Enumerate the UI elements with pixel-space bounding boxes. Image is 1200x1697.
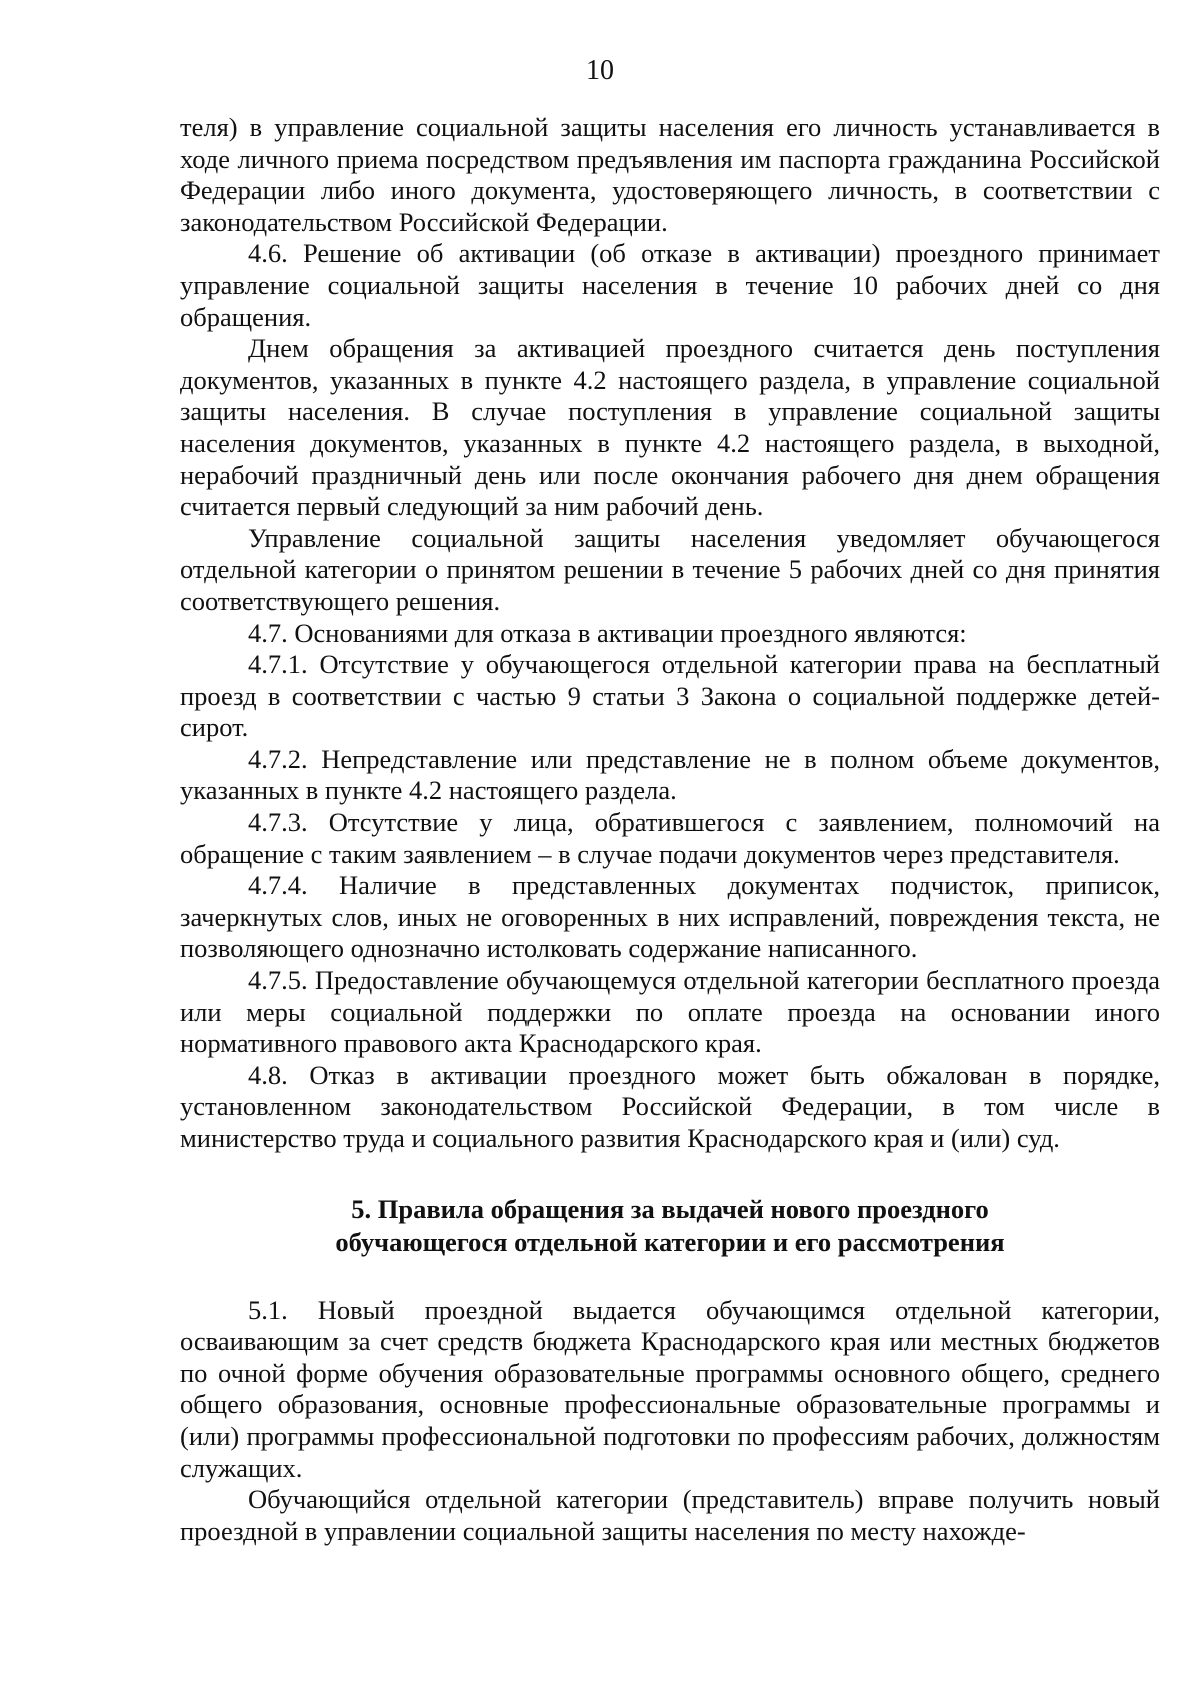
paragraph-5-1: 5.1. Новый проездной выдается обучающимся отдельной категории, осваивающим за счет средств бюджета Краснодарского края или местных бюджетов по очной форме обучения образовательные программы основного общего, среднего общего образования, основные профессиональные образовательные программы и (или) программы профессиональной подготовки по профессиям рабочих, должностям служащих.: [180, 1294, 1160, 1483]
paragraph-4-7-2: 4.7.2. Непредставление или представление не в полном объеме документов, указанных в пункте 4.2 настоящего раздела.: [180, 743, 1160, 806]
paragraph-4-7-5: 4.7.5. Предоставление обучающемуся отдельной категории бесплатного проезда или меры социальной поддержки по оплате проезда на основании иного нормативного правового акта Краснодарского края.: [180, 965, 1160, 1059]
section-5-body: [180, 1295, 1160, 1548]
document-body: [180, 112, 1160, 1547]
paragraph-continuation: теля) в управление социальной защиты населения его личность устанавливается в ходе личного приема посредством предъявления им паспорта гражданина Российской Федерации либо иного документа, удостоверяющего личность, в соответствии с законодательством Российской Федерации.: [180, 112, 1160, 237]
section-4-continuation: [180, 112, 1160, 1155]
paragraph-4-7-3: 4.7.3. Отсутствие у лица, обратившегося с заявлением, полномочий на обращение с таким заявлением – в случае подачи документов через представителя.: [180, 807, 1160, 869]
paragraph-4-6-day: Днем обращения за активацией проездного считается день поступления документов, указанных в пункте 4.2 настоящего раздела, в управление социальной защиты населения. В случае поступления в управление социальной защиты населения документов, указанных в пункте 4.2 настоящего раздела, в выходной, нерабочий праздничный день или после окончания рабочего дня днем обращения считается первый следующий за ним рабочий день.: [180, 333, 1160, 522]
section-5-heading-line-2: обучающегося отдельной категории и его рассмотрения: [335, 1226, 1005, 1257]
paragraph-4-7: 4.7. Основаниями для отказа в активации проездного являются:: [248, 617, 967, 648]
paragraph-5-1-right: Обучающийся отдельной категории (представитель) вправе получить новый проездной в управлении социальной защиты населения по месту нахожде-: [180, 1484, 1160, 1546]
page-number: 10: [586, 55, 614, 86]
paragraph-4-6: 4.6. Решение об активации (об отказе в активации) проездного принимает управление социальной защиты населения в течение 10 рабочих дней со дня обращения.: [180, 238, 1160, 332]
paragraph-4-7-1: 4.7.1. Отсутствие у обучающегося отдельной категории права на бесплатный проезд в соответствии с частью 9 статьи 3 Закона о социальной поддержке детей-сирот.: [180, 649, 1160, 743]
section-5-heading: [180, 1193, 1160, 1259]
paragraph-4-6-notify: Управление социальной защиты населения уведомляет обучающегося отдельной категории о принятом решении в течение 5 рабочих дней со дня принятия соответствующего решения.: [180, 522, 1160, 616]
paragraph-4-8: 4.8. Отказ в активации проездного может быть обжалован в порядке, установленном законодательством Российской Федерации, в том числе в министерство труда и социального развития Краснодарского края и (или) суд.: [180, 1059, 1160, 1153]
section-5-heading-line-1: 5. Правила обращения за выдачей нового проездного: [351, 1193, 989, 1224]
paragraph-4-7-4: 4.7.4. Наличие в представленных документах подчисток, приписок, зачеркнутых слов, иных не оговоренных в них исправлений, повреждения текста, не позволяющего однозначно истолковать содержание написанного.: [180, 870, 1160, 964]
